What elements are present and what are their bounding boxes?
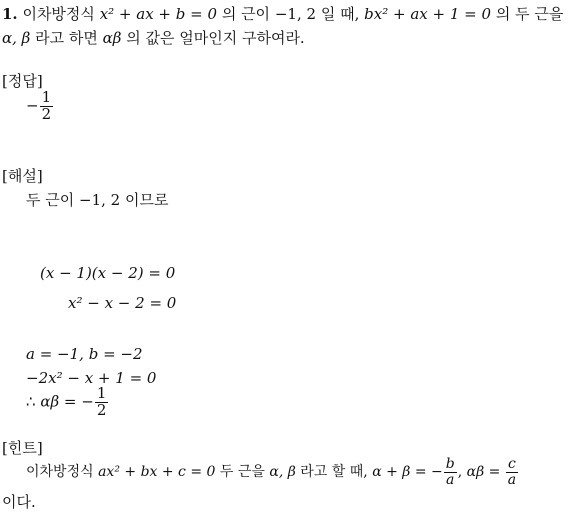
problem-alpha-beta: α, β <box>2 29 31 47</box>
hint-product: αβ = <box>466 464 501 481</box>
hint-text: 두 근을 <box>219 464 265 481</box>
problem-text: 의 두 근을 <box>495 5 564 23</box>
answer-fraction <box>40 90 54 123</box>
hint-text: 라고 할 때, <box>300 464 368 481</box>
conclusion-denominator: 2 <box>96 400 107 419</box>
problem-roots: −1, 2 <box>274 5 317 23</box>
hint-text: 이차방정식 <box>26 464 94 481</box>
hint-equation: ax² + bx + c = 0 <box>98 464 216 481</box>
hint-tail: 이다. <box>2 493 36 511</box>
solution-equation-expanded: x² − x − 2 = 0 <box>68 294 177 312</box>
problem-expression: αβ <box>102 29 122 47</box>
hint-product-fraction <box>506 457 518 487</box>
problem-text: 이차방정식 <box>22 5 95 23</box>
solution-roots: −1, 2 <box>79 191 121 209</box>
answer-value <box>26 90 54 123</box>
problem-text: 의 근이 <box>221 5 271 23</box>
answer-numerator: 1 <box>41 88 52 106</box>
solution-values: a = −1, b = −2 <box>26 345 143 363</box>
hint-product-denominator: a <box>507 471 517 488</box>
therefore-symbol: ∴ <box>26 392 36 411</box>
solution-heading: [해설] <box>2 167 43 185</box>
problem-text: 의 값은 얼마인지 구하여라. <box>126 29 305 47</box>
solution-equation-new: −2x² − x + 1 = 0 <box>26 369 157 387</box>
solution-equation-factored: (x − 1)(x − 2) = 0 <box>40 264 176 282</box>
hint-roots: α, β <box>269 464 296 481</box>
hint-product-numerator: c <box>508 456 516 472</box>
problem-line-2 <box>2 27 305 48</box>
conclusion-numerator: 1 <box>96 384 107 402</box>
hint-sum-numerator: b <box>445 456 455 472</box>
hint-heading: [힌트] <box>2 439 43 457</box>
hint-sum-fraction <box>444 457 457 487</box>
answer-sign: − <box>26 96 39 115</box>
solution-intro <box>26 189 169 210</box>
problem-line-1 <box>2 3 563 24</box>
answer-heading: [정답] <box>2 72 43 90</box>
hint-sum-denominator: a <box>446 471 455 488</box>
conclusion-fraction <box>95 386 109 419</box>
problem-equation-1: x² + ax + b = 0 <box>99 5 218 23</box>
problem-equation-2: bx² + ax + 1 = 0 <box>364 5 492 23</box>
problem-number: 1. <box>2 5 18 23</box>
hint-line-1: 이차방정식 ax² + bx + c = 0 두 근을 α, β 라고 할 때, α + β = − $\frac{b}{a}$ , αβ = $\frac{c}{a}$ <box>26 456 517 488</box>
answer-denominator: 2 <box>41 104 52 123</box>
problem-text: 라고 하면 <box>35 29 98 47</box>
solution-text: 두 근이 <box>26 191 75 209</box>
problem-text: 일 때, <box>320 5 360 23</box>
solution-text: 이므로 <box>125 191 169 209</box>
conclusion-lhs: αβ = − <box>40 392 94 411</box>
solution-conclusion <box>26 386 109 419</box>
hint-sum: α + β = − <box>372 464 443 481</box>
